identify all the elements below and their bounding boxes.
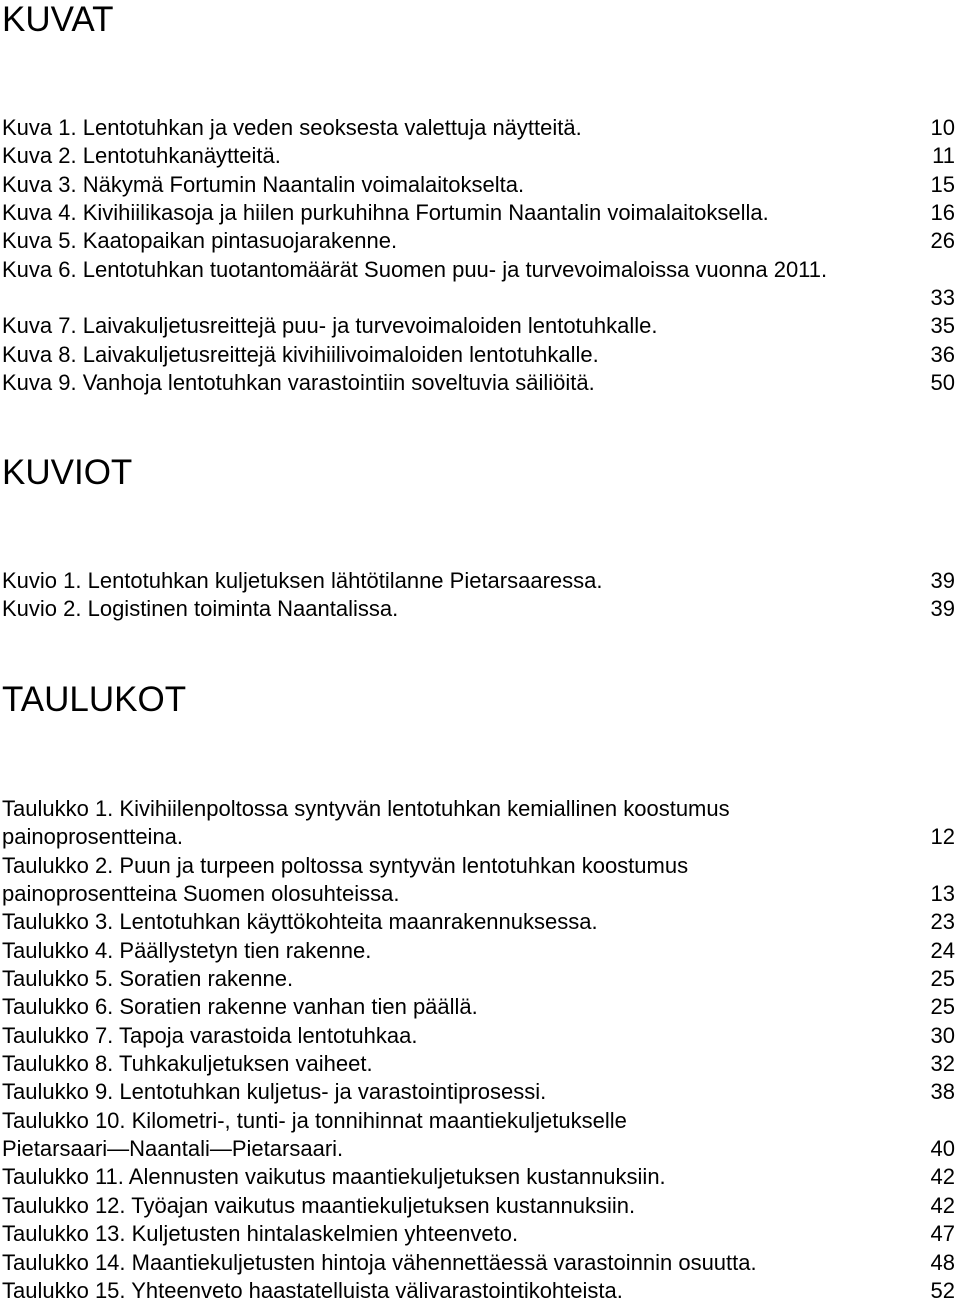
entry-title-line: painoprosentteina. [2,824,184,850]
entry-title: Kuva 2. Lentotuhkanäytteitä. [2,143,281,169]
list-item [0,1220,958,1248]
list-item [0,1022,958,1050]
list-item [0,199,958,227]
entry-page-number: 11 [932,143,955,169]
entry-title: Kuva 7. Laivakuljetusreittejä puu- ja turvevoimaloiden lentotuhkalle. [2,313,658,339]
entry-title: Taulukko 4. Päällystetyn tien rakenne. [2,937,372,963]
entry-page-number: 47 [930,1221,955,1247]
entry-title: Kuva 6. Lentotuhkan tuotantomäärät Suomen puu- ja turvevoimaloissa vuonna 2011. [2,256,828,282]
entry-title: Taulukko 14. Maantiekuljetusten hintoja vähennettäessä varastoinnin osuutta. [2,1249,757,1275]
list-item [0,341,958,369]
entry-page-number: 52 [930,1277,955,1303]
entry-page-number: 39 [930,596,955,622]
entry-page-number: 12 [930,824,955,850]
entry-title: Kuva 3. Näkymä Fortumin Naantalin voimalaitokselta. [2,171,525,197]
list-item [0,795,958,852]
list-item [0,142,958,170]
list-item [0,567,958,595]
section-heading-kuviot: KUVIOT [2,453,133,492]
list-item [0,1277,958,1305]
entry-title-line: Taulukko 2. Puun ja turpeen poltossa syntyvän lentotuhkan koostumus [2,852,689,878]
entry-title: Taulukko 13. Kuljetusten hintalaskelmien yhteenveto. [2,1221,519,1247]
entry-title: Taulukko 8. Tuhkakuljetuksen vaiheet. [2,1051,373,1077]
entry-page-number: 24 [930,937,955,963]
list-item [0,227,958,255]
entry-page-number: 23 [930,909,955,935]
list-item [0,852,958,909]
list-item [0,1107,958,1164]
entry-page-number: 16 [930,200,955,226]
entry-page-number: 30 [930,1022,955,1048]
entry-page-number: 42 [930,1192,955,1218]
entry-title: Taulukko 3. Lentotuhkan käyttökohteita maanrakennuksessa. [2,909,598,935]
entry-title: Taulukko 7. Tapoja varastoida lentotuhkaa. [2,1022,418,1048]
entry-title-line: Pietarsaari―Naantali―Pietarsaari. [2,1136,344,1162]
entry-title: Kuva 4. Kivihiilikasoja ja hiilen purkuhihna Fortumin Naantalin voimalaitoksella. [2,200,769,226]
entry-title: Kuvio 1. Lentotuhkan kuljetuksen lähtötilanne Pietarsaaressa. [2,568,603,593]
entry-title: Kuva 9. Vanhoja lentotuhkan varastointiin soveltuvia säiliöitä. [2,370,595,396]
entry-page-number: 39 [930,568,955,593]
list-item [0,312,958,340]
entry-title-line: Taulukko 10. Kilometri-, tunti- ja tonnihinnat maantiekuljetukselle [2,1107,627,1133]
list-item [0,937,958,965]
entry-page-number: 35 [930,313,955,339]
entry-page-number: 40 [930,1136,955,1162]
entry-title: Taulukko 12. Työajan vaikutus maantiekuljetuksen kustannuksiin. [2,1192,636,1218]
entry-title: Kuva 5. Kaatopaikan pintasuojarakenne. [2,228,398,254]
list-item [0,1050,958,1078]
entry-page-number: 25 [930,994,955,1020]
list-item [0,256,958,313]
entry-page-number: 26 [930,228,955,254]
entry-title: Taulukko 11. Alennusten vaikutus maantiekuljetuksen kustannuksiin. [2,1164,666,1190]
entry-page-number: 13 [930,881,955,907]
entry-page-number: 33 [930,285,955,311]
list-item [0,595,958,623]
section-heading-kuvat: KUVAT [2,0,114,39]
entry-title: Taulukko 9. Lentotuhkan kuljetus- ja varastointiprosessi. [2,1079,547,1105]
taulukot-list [0,795,958,1305]
list-item [0,171,958,199]
list-item [0,114,958,142]
entry-page-number: 10 [930,115,955,140]
list-item [0,1249,958,1277]
section-heading-taulukot: TAULUKOT [2,680,187,719]
list-item [0,1163,958,1191]
list-item [0,965,958,993]
entry-title: Kuva 1. Lentotuhkan ja veden seoksesta valettuja näytteitä. [2,115,582,140]
list-item [0,1078,958,1106]
entry-page-number: 36 [930,341,955,367]
entry-page-number: 42 [930,1164,955,1190]
entry-page-number: 32 [930,1051,955,1077]
entry-page-number: 48 [930,1249,955,1275]
kuviot-list [0,567,958,624]
entry-page-number: 25 [930,966,955,992]
list-item [0,1192,958,1220]
list-item [0,369,958,397]
entry-title: Kuvio 2. Logistinen toiminta Naantalissa. [2,596,399,622]
entry-title [2,852,688,909]
entry-title: Taulukko 6. Soratien rakenne vanhan tien päällä. [2,994,478,1020]
entry-page-number: 38 [930,1079,955,1105]
entry-page-number: 50 [930,370,955,396]
entry-title-line: Taulukko 1. Kivihiilenpoltossa syntyvän lentotuhkan kemiallinen koostumus [2,796,730,821]
list-item [0,908,958,936]
entry-title-line: painoprosentteina Suomen olosuhteissa. [2,881,400,907]
entry-title [2,1107,627,1164]
list-item [0,993,958,1021]
entry-title [2,795,730,852]
entry-page-number: 15 [930,171,955,197]
entry-title: Taulukko 5. Soratien rakenne. [2,966,294,992]
entry-title: Taulukko 15. Yhteenveto haastatelluista välivarastointikohteista. [2,1277,623,1303]
kuvat-list [0,114,958,397]
entry-title: Kuva 8. Laivakuljetusreittejä kivihiilivoimaloiden lentotuhkalle. [2,341,599,367]
